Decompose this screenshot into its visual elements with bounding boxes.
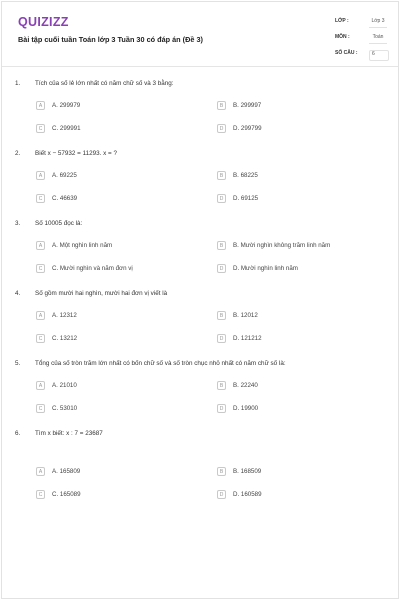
- option-text: A. 299979: [52, 102, 81, 109]
- meta-row-class: [335, 15, 390, 31]
- option-letter-box: B: [217, 467, 226, 476]
- option-a[interactable]: [36, 171, 186, 182]
- meta-label: SỐ CÂU :: [335, 50, 358, 56]
- meta-value: Toán: [369, 34, 387, 44]
- option-text: D. 160589: [233, 491, 262, 498]
- question-number: 5.: [15, 360, 21, 367]
- option-text: D. 19900: [233, 405, 259, 412]
- option-text: A. 69225: [52, 172, 77, 179]
- option-text: A. 165809: [52, 468, 81, 475]
- worksheet-header: [2, 2, 398, 67]
- option-letter-box: C: [36, 404, 45, 413]
- option-b[interactable]: [217, 467, 367, 478]
- option-letter-box: C: [36, 194, 45, 203]
- question-number: 1.: [15, 80, 21, 87]
- option-b[interactable]: [217, 381, 367, 392]
- option-b[interactable]: [217, 241, 367, 252]
- option-letter-box: D: [217, 124, 226, 133]
- option-letter-box: B: [217, 381, 226, 390]
- option-letter-box: B: [217, 311, 226, 320]
- option-text: C. 46639: [52, 195, 78, 202]
- option-d[interactable]: [217, 194, 367, 205]
- option-letter-box: C: [36, 124, 45, 133]
- option-text: B. 168509: [233, 468, 262, 475]
- option-text: B. Mười nghìn không trăm linh năm: [233, 242, 331, 249]
- option-letter-box: B: [217, 171, 226, 180]
- question-number: 3.: [15, 220, 21, 227]
- option-letter-box: A: [36, 311, 45, 320]
- option-text: C. Mười nghìn và năm đơn vị: [52, 265, 133, 272]
- option-text: B. 12012: [233, 312, 258, 319]
- option-text: B. 299997: [233, 102, 262, 109]
- question-number: 6.: [15, 430, 21, 437]
- option-d[interactable]: [217, 124, 367, 135]
- question-number: 2.: [15, 150, 21, 157]
- option-a[interactable]: [36, 311, 186, 322]
- option-letter-box: D: [217, 194, 226, 203]
- option-letter-box: B: [217, 241, 226, 250]
- option-letter-box: A: [36, 241, 45, 250]
- question-text: Biết x − 57932 = 11293. x = ?: [35, 150, 117, 157]
- option-letter-box: D: [217, 404, 226, 413]
- option-c[interactable]: [36, 404, 186, 415]
- option-d[interactable]: [217, 404, 367, 415]
- meta-label: LỚP :: [335, 18, 349, 24]
- option-c[interactable]: [36, 264, 186, 275]
- option-a[interactable]: [36, 241, 186, 252]
- meta-value: Lớp 3: [369, 18, 387, 28]
- option-letter-box: D: [217, 490, 226, 499]
- option-text: C. 299991: [52, 125, 81, 132]
- meta-row-count: [335, 47, 390, 63]
- option-letter-box: A: [36, 101, 45, 110]
- option-d[interactable]: [217, 264, 367, 275]
- meta-panel: [335, 15, 390, 63]
- option-letter-box: C: [36, 264, 45, 273]
- option-letter-box: A: [36, 381, 45, 390]
- option-a[interactable]: [36, 381, 186, 392]
- option-c[interactable]: [36, 124, 186, 135]
- option-letter-box: A: [36, 171, 45, 180]
- option-text: A. 12312: [52, 312, 77, 319]
- brand-logo: [18, 15, 69, 29]
- question-text: Số gồm mười hai nghìn, mười hai đơn vị viết là: [35, 290, 168, 297]
- option-c[interactable]: [36, 490, 186, 501]
- question-number: 4.: [15, 290, 21, 297]
- option-text: D. 299799: [233, 125, 262, 132]
- option-text: D. Mười nghìn linh năm: [233, 265, 298, 272]
- option-d[interactable]: [217, 490, 367, 501]
- option-text: B. 68225: [233, 172, 258, 179]
- option-text: A. Một nghìn linh năm: [52, 242, 113, 249]
- question-text: Tổng của số tròn trăm lớn nhất có bốn chữ số và số tròn chục nhỏ nhất có năm chữ số là:: [35, 360, 286, 367]
- option-b[interactable]: [217, 101, 367, 112]
- option-text: C. 53010: [52, 405, 78, 412]
- option-d[interactable]: [217, 334, 367, 345]
- meta-value: 6: [369, 50, 389, 61]
- option-c[interactable]: [36, 194, 186, 205]
- option-letter-box: D: [217, 334, 226, 343]
- option-letter-box: D: [217, 264, 226, 273]
- option-b[interactable]: [217, 311, 367, 322]
- option-text: D. 121212: [233, 335, 262, 342]
- option-text: C. 13212: [52, 335, 78, 342]
- option-letter-box: B: [217, 101, 226, 110]
- option-text: D. 69125: [233, 195, 259, 202]
- question-text: Tìm x biết: x : 7 = 23687: [35, 430, 103, 437]
- worksheet-page: [1, 1, 399, 599]
- option-text: A. 21010: [52, 382, 77, 389]
- option-text: B. 22240: [233, 382, 258, 389]
- option-a[interactable]: [36, 101, 186, 112]
- question-text: Tích của số lẻ lớn nhất có năm chữ số và 3 bằng:: [35, 80, 174, 87]
- meta-row-subject: [335, 31, 390, 47]
- worksheet-title: Bài tập cuối tuần Toán lớp 3 Tuần 30 có đáp án (Đề 3): [18, 35, 203, 44]
- question-text: Số 10005 đọc là:: [35, 220, 83, 227]
- option-text: C. 165089: [52, 491, 81, 498]
- option-letter-box: A: [36, 467, 45, 476]
- brand-logo-text: QUIZIZZ: [18, 15, 69, 29]
- option-letter-box: C: [36, 334, 45, 343]
- option-a[interactable]: [36, 467, 186, 478]
- option-letter-box: C: [36, 490, 45, 499]
- option-c[interactable]: [36, 334, 186, 345]
- option-b[interactable]: [217, 171, 367, 182]
- meta-label: MÔN :: [335, 34, 350, 40]
